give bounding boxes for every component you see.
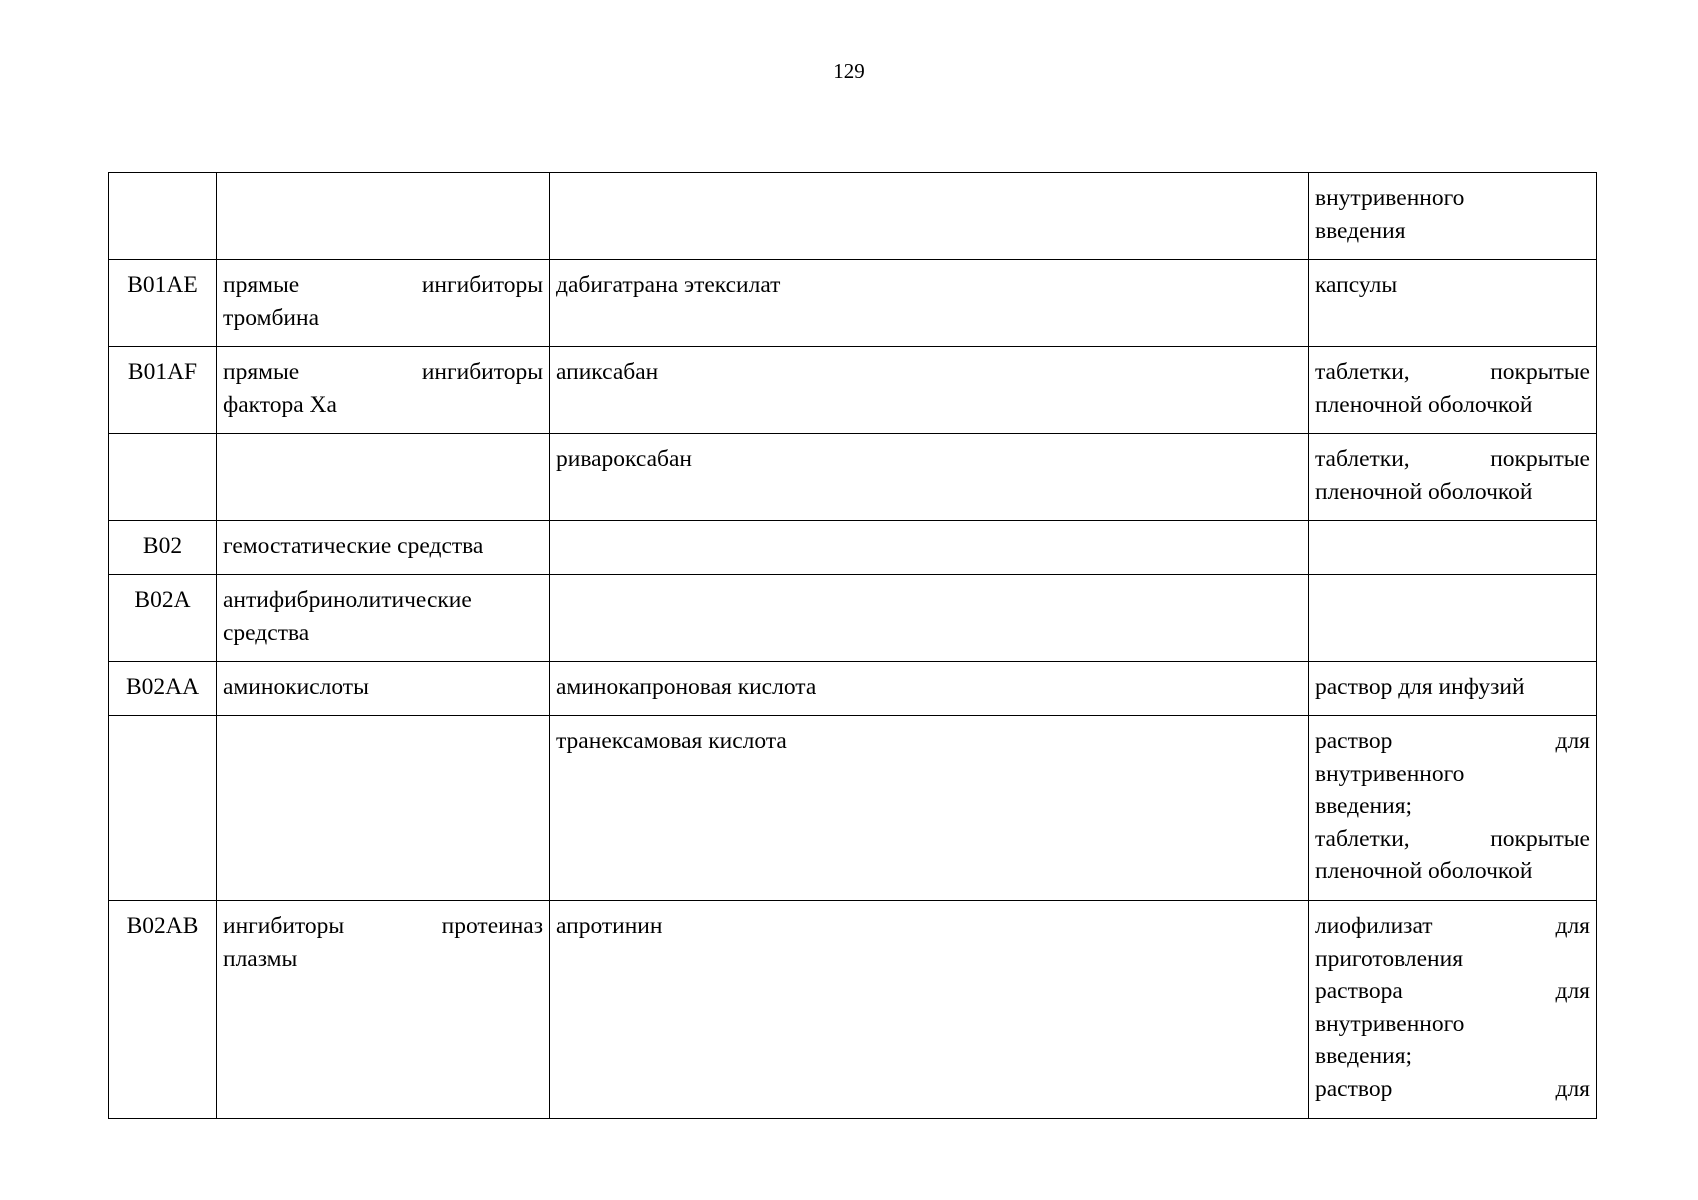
dosage-form-line: таблетки, покрытые <box>1315 446 1590 472</box>
atc-code-cell: B02A <box>109 575 217 662</box>
dosage-form-line: раствора для <box>1315 978 1590 1004</box>
substance-cell: апротинин <box>550 901 1309 1119</box>
substance-cell: дабигатрана этексилат <box>550 260 1309 347</box>
drug-classification-table <box>108 172 1597 1119</box>
table-row <box>109 662 1597 716</box>
dosage-form-line: введения <box>1315 217 1406 244</box>
group-cell <box>217 434 550 521</box>
dosage-form-line: пленочной оболочкой <box>1315 858 1533 884</box>
dosage-form-line: введения; <box>1315 1043 1413 1069</box>
dosage-form-cell <box>1309 260 1597 347</box>
substance-cell: аминокапроновая кислота <box>550 662 1309 716</box>
dosage-form-line: введения; <box>1315 793 1413 819</box>
atc-code-cell: B02 <box>109 521 217 575</box>
atc-code-cell <box>109 173 217 260</box>
table-row <box>109 575 1597 662</box>
page-number: 129 <box>833 59 865 83</box>
dosage-form-line: лиофилизат для <box>1315 913 1590 939</box>
dosage-form-line: раствор для <box>1315 1075 1590 1102</box>
dosage-form-line: внутривенного <box>1315 185 1465 211</box>
atc-code-cell: B01AE <box>109 260 217 347</box>
dosage-form-cell <box>1309 521 1597 575</box>
group-line: аминокислоты <box>223 674 369 700</box>
group-cell <box>217 716 550 901</box>
table-row <box>109 521 1597 575</box>
dosage-form-cell <box>1309 575 1597 662</box>
dosage-form-cell <box>1309 716 1597 901</box>
group-line: прямые ингибиторы <box>223 272 543 298</box>
table-row <box>109 901 1597 1119</box>
group-line: антифибринолитические <box>223 587 472 613</box>
group-line: средства <box>223 619 310 646</box>
atc-code-cell <box>109 716 217 901</box>
dosage-form-line: таблетки, покрытые <box>1315 359 1590 385</box>
group-cell <box>217 260 550 347</box>
group-line: ингибиторы протеиназ <box>223 913 543 939</box>
group-line: тромбина <box>223 304 320 331</box>
atc-code-cell: B01AF <box>109 347 217 434</box>
table-row <box>109 347 1597 434</box>
dosage-form-line: таблетки, покрытые <box>1315 825 1590 852</box>
group-line: фактора Ха <box>223 391 337 418</box>
dosage-form-line: капсулы <box>1315 272 1398 298</box>
dosage-form-cell <box>1309 662 1597 716</box>
substance-cell <box>550 521 1309 575</box>
group-cell <box>217 521 550 575</box>
dosage-form-cell <box>1309 173 1597 260</box>
dosage-form-line: внутривенного <box>1315 1010 1465 1037</box>
dosage-form-line: раствор для <box>1315 728 1590 754</box>
table-row <box>109 173 1597 260</box>
group-cell <box>217 662 550 716</box>
dosage-form-line: внутривенного <box>1315 760 1465 787</box>
group-line: гемостатические средства <box>223 533 484 559</box>
substance-cell <box>550 575 1309 662</box>
atc-code-cell: B02AA <box>109 662 217 716</box>
group-cell <box>217 575 550 662</box>
dosage-form-cell <box>1309 347 1597 434</box>
dosage-form-line: пленочной оболочкой <box>1315 478 1533 505</box>
dosage-form-line: пленочной оболочкой <box>1315 391 1533 418</box>
dosage-form-cell <box>1309 901 1597 1119</box>
substance-cell: апиксабан <box>550 347 1309 434</box>
dosage-form-cell <box>1309 434 1597 521</box>
substance-cell: ривароксабан <box>550 434 1309 521</box>
atc-code-cell <box>109 434 217 521</box>
group-cell <box>217 347 550 434</box>
dosage-form-line: приготовления <box>1315 945 1464 972</box>
table-row <box>109 716 1597 901</box>
group-line: плазмы <box>223 945 298 972</box>
group-line: прямые ингибиторы <box>223 359 543 385</box>
dosage-form-line: раствор для инфузий <box>1315 674 1525 700</box>
table-row <box>109 434 1597 521</box>
substance-cell <box>550 173 1309 260</box>
substance-cell: транексамовая кислота <box>550 716 1309 901</box>
group-cell <box>217 901 550 1119</box>
group-cell <box>217 173 550 260</box>
table-row <box>109 260 1597 347</box>
atc-code-cell: B02AB <box>109 901 217 1119</box>
